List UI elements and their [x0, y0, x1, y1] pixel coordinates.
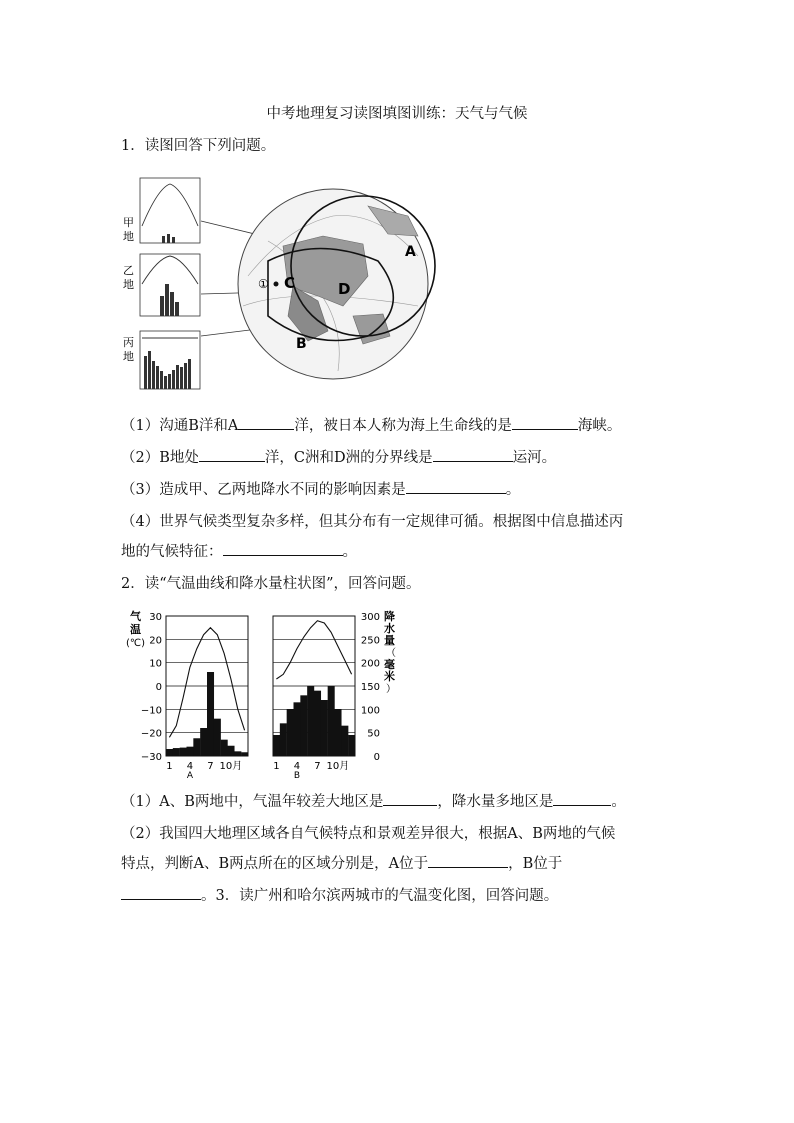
q2-s1-a: （1）A、B两地中，气温年较差大地区是 — [121, 794, 384, 810]
precip-bar — [341, 726, 348, 756]
chart-label: A — [186, 771, 194, 778]
q1-sub4-line1: （4）世界气候类型复杂多样，但其分布有一定规律可循。根据图中信息描述丙 — [121, 514, 624, 530]
x-tick-label: 4 — [186, 761, 194, 772]
precip-bar — [241, 752, 248, 756]
globe-label-a: A — [405, 244, 416, 260]
q2-sub2-line2 — [121, 852, 562, 873]
q2-figure-svg — [118, 606, 408, 778]
q1-sub1 — [121, 414, 621, 435]
q1-s2-blank1[interactable] — [199, 446, 265, 462]
x-tick-label: 7 — [207, 761, 214, 772]
label-bing-2: 地 — [123, 350, 134, 363]
x-tick-label: 10月 — [219, 761, 243, 772]
label-jia-1: 甲 — [123, 216, 134, 229]
precip-bar — [273, 735, 280, 756]
q1-figure-svg — [118, 166, 438, 391]
precip-bar — [187, 747, 194, 756]
q1-sub2 — [121, 446, 556, 467]
chart-jia — [123, 178, 200, 243]
q1-sub3 — [121, 478, 520, 499]
precip-axis-title-3: 量 — [384, 634, 395, 647]
q1-s1-b: 洋，被日本人称为海上生命线的是 — [294, 418, 512, 434]
chart-yi — [123, 254, 200, 316]
precip-axis-title-5: 毫 — [384, 658, 395, 671]
temp-tick-label: 0 — [155, 682, 162, 693]
x-tick-label: 1 — [166, 761, 173, 772]
precip-bar — [328, 686, 335, 756]
temp-tick-label: −10 — [140, 705, 162, 717]
precip-bar — [234, 751, 241, 756]
q2-s2-b: ，B位于 — [508, 856, 563, 872]
temp-tick-label: −20 — [140, 728, 162, 740]
precip-bar — [166, 749, 173, 756]
x-tick-label: 10月 — [326, 761, 350, 772]
precip-bar — [321, 700, 328, 756]
q1-s4-b: 。 — [342, 544, 357, 560]
precip-axis-title-7: ） — [386, 684, 396, 695]
temp-ticks — [141, 612, 162, 763]
q2-s1-c: 。 — [611, 794, 626, 810]
chart-bing — [123, 331, 200, 389]
temp-tick-label: −30 — [140, 752, 162, 763]
q1-s3-b: 。 — [505, 482, 521, 498]
label-jia-2: 地 — [123, 230, 134, 243]
q1-s3-blank[interactable] — [406, 478, 506, 494]
question-2-heading: 2．读“气温曲线和降水量柱状图”，回答问题。 — [121, 576, 421, 592]
globe-label-c: C — [284, 274, 296, 292]
x-tick-label: 1 — [273, 761, 280, 772]
q1-s4-a: 地的气候特征： — [121, 544, 223, 560]
q2-s1-blank1[interactable] — [383, 790, 437, 806]
q2-s2-a: 特点，判断A、B两点所在的区域分别是，A位于 — [121, 856, 429, 872]
q2-sub2-line1: （2）我国四大地理区域各自气候特点和景观差异很大，根据A、B两地的气候 — [121, 826, 616, 842]
precip-axis-title-4: （ — [386, 648, 396, 659]
precip-tick-label: 100 — [360, 705, 380, 717]
precip-bar — [335, 709, 342, 756]
q2-figure — [118, 606, 408, 778]
precip-bar — [180, 748, 187, 756]
q2-sub1 — [121, 790, 626, 811]
globe-label-1: ① — [258, 277, 269, 291]
precip-bar — [280, 723, 287, 756]
precip-axis-title-2: 水 — [384, 622, 395, 635]
q1-s1-blank2[interactable] — [512, 414, 578, 430]
temp-axis-unit: (℃) — [126, 638, 146, 649]
q2-s1-b: ，降水量多地区是 — [437, 794, 554, 810]
x-tick-label: 4 — [293, 761, 301, 772]
q2-s1-blank2[interactable] — [553, 790, 611, 806]
q2-s2-blank-b[interactable] — [121, 884, 201, 900]
temp-tick-label: 30 — [149, 612, 162, 623]
precip-bar — [200, 728, 207, 756]
precip-bar — [300, 695, 307, 756]
precip-tick-label: 50 — [367, 728, 380, 740]
question-1-heading: 1．读图回答下列问题。 — [121, 138, 276, 154]
chart-a — [166, 616, 248, 778]
precip-bar — [348, 735, 355, 756]
temp-axis-title-1: 气 — [130, 610, 141, 623]
q1-s1-c: 海峡。 — [577, 418, 622, 434]
q1-s3-a: （3）造成甲、乙两地降水不同的影响因素是 — [121, 482, 406, 498]
precip-bar — [287, 709, 294, 756]
precip-tick-label: 300 — [360, 612, 380, 623]
q1-s2-blank2[interactable] — [433, 446, 513, 462]
q2-s2-c: 。3．读广州和哈尔滨两城市的气温变化图，回答问题。 — [201, 888, 559, 904]
q1-s1-blank1[interactable] — [238, 414, 294, 430]
q1-figure — [118, 166, 438, 391]
precip-bar — [173, 748, 180, 756]
temperature-line — [276, 621, 351, 679]
label-bing-1: 丙 — [123, 336, 134, 349]
chart-b — [273, 616, 355, 778]
x-tick-label: 7 — [314, 761, 321, 772]
precip-bar — [193, 738, 200, 756]
chart-label: B — [293, 771, 301, 778]
precip-axis-title-1: 降 — [384, 610, 395, 623]
q2-sub2-line3 — [121, 884, 558, 905]
precip-tick-label: 250 — [360, 635, 380, 647]
precip-ticks — [361, 612, 380, 763]
label-yi-2: 地 — [123, 278, 134, 291]
q1-sub4-line2 — [121, 540, 357, 561]
q2-s2-blank-a[interactable] — [428, 852, 508, 868]
q1-s1-a: （1）沟通B洋和A — [121, 418, 239, 434]
q1-s2-b: 洋，C洲和D洲的分界线是 — [264, 450, 433, 466]
precip-tick-label: 200 — [360, 658, 380, 670]
precip-bar — [214, 719, 221, 756]
precip-tick-label: 0 — [373, 752, 380, 763]
temp-tick-label: 20 — [149, 635, 162, 647]
label-yi-1: 乙 — [123, 264, 134, 277]
precip-bar — [221, 740, 228, 756]
temp-tick-label: 10 — [149, 658, 162, 670]
precip-bar — [228, 746, 235, 756]
globe-label-b: B — [296, 336, 307, 352]
precip-tick-label: 150 — [360, 682, 380, 693]
temp-axis-title-2: 温 — [130, 623, 141, 636]
precip-bar — [207, 672, 214, 756]
precip-bar — [294, 702, 301, 756]
precip-bar — [307, 686, 314, 756]
globe-label-d: D — [338, 280, 351, 298]
q1-s4-blank[interactable] — [223, 540, 343, 556]
page-title: 中考地理复习读图填图训练：天气与气候 — [266, 106, 528, 122]
q1-s2-c: 运河。 — [512, 450, 557, 466]
q1-s2-a: （2）B地处 — [121, 450, 199, 466]
precip-bar — [314, 691, 321, 756]
precip-axis-title-6: 米 — [384, 670, 395, 683]
